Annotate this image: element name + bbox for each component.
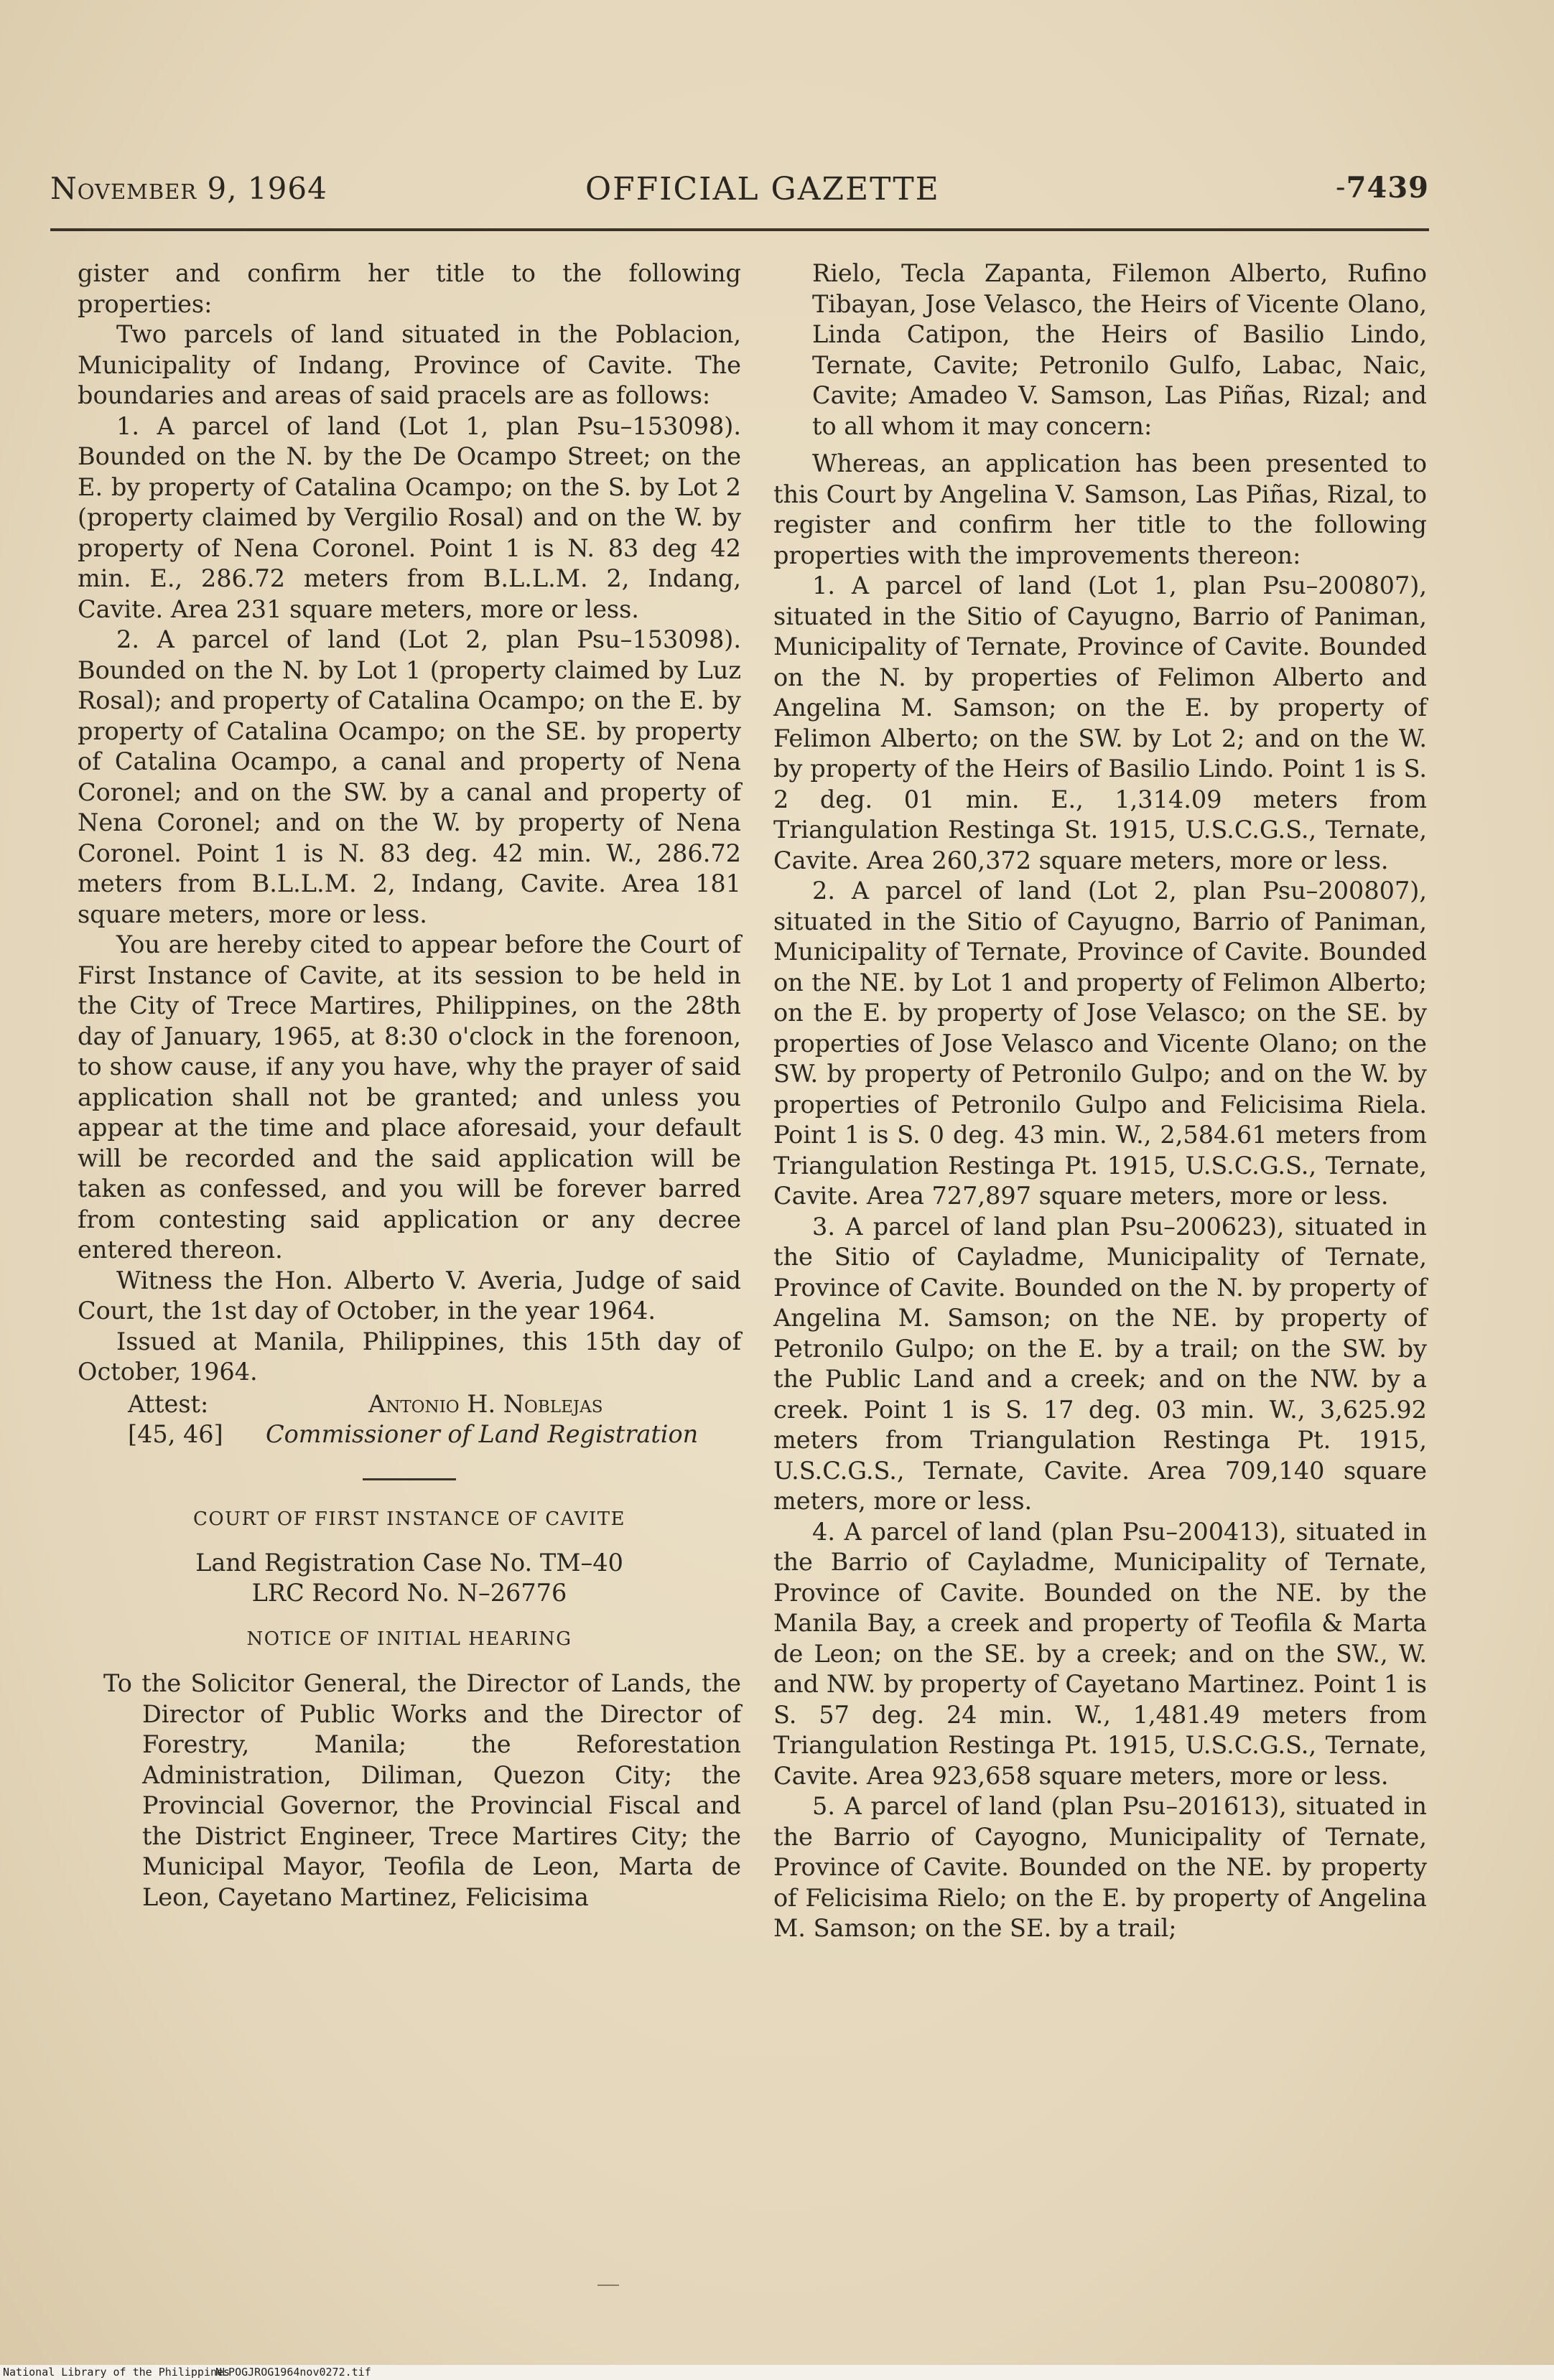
parcel-description: 3. A parcel of land plan Psu–200623), situated in the Sitio of Cayladme, Municipality of Ternate, Province of Cavite. Bounded on the N. by property of Angelina M. Samson; on the NE. by property of Petronilo Gulpo; on the E. by a trail; on the SW. by the Public Land and a creek; and on the NW. by a creek. Point 1 is S. 17 deg. 03 min. W., 3,625.92 meters from Triangulation Restinga Pt. 1915, U.S.C.G.S., Ternate, Cavite. Area 709,140 square meters, more or less. — [773, 1212, 1427, 1515]
addressees-continued: Rielo, Tecla Zapanta, Filemon Alberto, Rufino Tibayan, Jose Velasco, the Heirs of Vicente Olano, Linda Catipon, the Heirs of Basilio Lindo, Ternate, Cavite; Petronilo Gulfo, Labac, Naic, Cavite; Amadeo V. Samson, Las Piñas, Rizal; and to all whom it may concern: — [812, 259, 1427, 440]
publication-title: OFFICIAL GAZETTE — [585, 171, 940, 207]
attestation-block — [78, 1389, 741, 1451]
scan-filename: NLPOGJROG1964nov0272.tif — [215, 2366, 371, 2379]
whereas-paragraph: Whereas, an application has been presented to this Court by Angelina V. Samson, Las Piñas, Rizal, to register and confirm her title to the following properties with the improvements thereon: — [773, 449, 1427, 569]
case-number: Land Registration Case No. TM–40 — [195, 1548, 623, 1577]
attest-reference: [45, 46] — [128, 1419, 223, 1448]
section-divider — [363, 1478, 456, 1480]
court-caption: COURT OF FIRST INSTANCE OF CAVITE — [192, 1508, 626, 1530]
issued-paragraph: Issued at Manila, Philippines, this 15th day of October, 1964. — [78, 1327, 741, 1386]
attest-label: Attest: — [128, 1389, 209, 1418]
attest-title: Commissioner of Land Registration — [266, 1419, 699, 1448]
parcel-description: 5. A parcel of land (plan Psu–201613), situated in the Barrio of Cayogno, Municipality of Ternate, Province of Cavite. Bounded on the NE. by property of Felicisima Rielo; on the E. by property of Angelina M. Samson; on the SE. by a trail; — [773, 1792, 1427, 1942]
citation-paragraph: You are hereby cited to appear before the Court of First Instance of Cavite, at its session to be held in the City of Trece Martires, Philippines, on the 28th day of January, 1965, at 8:30 o'clock in the forenoon, to show cause, if any you have, why the prayer of said application shall not be granted; and unless you appear at the time and place aforesaid, your default will be recorded and the said application will be taken as confessed, and you will be forever barred from contesting said application or any decree entered thereon. — [78, 930, 741, 1264]
header-rule — [50, 228, 1429, 231]
parcel-description: 2. A parcel of land (Lot 2, plan Psu–153098). Bounded on the N. by Lot 1 (property claimed by Luz Rosal); and property of Catalina Ocampo; on the E. by property of Catalina Ocampo; on the SE. by property of Catalina Ocampo, a canal and property of Nena Coronel; and on the SW. by a canal and property of Nena Coronel; and on the W. by property of Nena Coronel. Point 1 is N. 83 deg. 42 min. W., 286.72 meters from B.L.L.M. 2, Indang, Cavite. Area 181 square meters, more or less. — [78, 625, 741, 928]
notice-caption: NOTICE OF INITIAL HEARING — [246, 1628, 572, 1650]
left-column — [78, 258, 741, 1913]
right-column — [773, 258, 1427, 1944]
record-number: LRC Record No. N–26776 — [251, 1578, 567, 1607]
library-credit: National Library of the Philippines — [3, 2366, 231, 2379]
issue-date: November 9, 1964 — [50, 171, 327, 206]
scan-mark — [597, 2285, 619, 2286]
scan-footer — [0, 2365, 1554, 2380]
page-header — [50, 171, 1429, 214]
paragraph: gister and confirm her title to the following properties: — [78, 259, 741, 318]
witness-paragraph: Witness the Hon. Alberto V. Averia, Judge of said Court, the 1st day of October, in the year 1964. — [78, 1266, 741, 1325]
parcel-description: 4. A parcel of land (plan Psu–200413), situated in the Barrio of Cayladme, Municipality of Ternate, Province of Cavite. Bounded on the NE. by the Manila Bay, a creek and property of Teofila & Marta de Leon; on the SE. by a creek; and on the SW., W. and NW. by property of Cayetano Martinez. Point 1 is S. 57 deg. 24 min. W., 1,481.49 meters from Triangulation Restinga Pt. 1915, U.S.C.G.S., Ternate, Cavite. Area 923,658 square meters, more or less. — [773, 1517, 1427, 1790]
parcel-description: 1. A parcel of land (Lot 1, plan Psu–153098). Bounded on the N. by the De Ocampo Street; on the E. by property of Catalina Ocampo; on the S. by Lot 2 (property claimed by Vergilio Rosal) and on the W. by property of Nena Coronel. Point 1 is N. 83 deg 42 min. E., 286.72 meters from B.L.L.M. 2, Indang, Cavite. Area 231 square meters, more or less. — [78, 411, 741, 623]
addressees: To the Solicitor General, the Director of Lands, the Director of Public Works and the Director of Forestry, Manila; the Reforestation Administration, Diliman, Quezon City; the Provincial Governor, the Provincial Fiscal and the District Engineer, Trece Martires City; the Municipal Mayor, Teofila de Leon, Marta de Leon, Cayetano Martinez, Felicisima — [103, 1669, 741, 1911]
header-dash: - — [1336, 171, 1346, 204]
page-number: 7439 — [1346, 171, 1429, 205]
attest-name: Antonio H. Noblejas — [368, 1389, 603, 1418]
paragraph: Two parcels of land situated in the Poblacion, Municipality of Indang, Province of Cavite. The boundaries and areas of said pracels are as follows: — [78, 320, 741, 409]
parcel-description: 2. A parcel of land (Lot 2, plan Psu–200807), situated in the Sitio of Cayugno, Barrio of Paniman, Municipality of Ternate, Province of Cavite. Bounded on the NE. by Lot 1 and property of Felimon Alberto; on the E. by property of Jose Velasco; on the SE. by properties of Jose Velasco and Vicente Olano; on the SW. by property of Petronilo Gulpo; and on the W. by properties of Petronilo Gulpo and Felicisima Riela. Point 1 is S. 0 deg. 43 min. W., 2,584.61 meters from Triangulation Restinga Pt. 1915, U.S.C.G.S., Ternate, Cavite. Area 727,897 square meters, more or less. — [773, 877, 1427, 1210]
case-numbers — [78, 1548, 741, 1608]
parcel-description: 1. A parcel of land (Lot 1, plan Psu–200807), situated in the Sitio of Cayugno, Barrio of Paniman, Municipality of Ternate, Province of Cavite. Bounded on the N. by properties of Felimon Alberto and Angelina M. Samson; on the E. by property of Felimon Alberto; on the SW. by Lot 2; and on the W. by property of the Heirs of Basilio Lindo. Point 1 is S. 2 deg. 01 min. E., 1,314.09 meters from Triangulation Restinga St. 1915, U.S.C.G.S., Ternate, Cavite. Area 260,372 square meters, more or less. — [773, 571, 1427, 874]
